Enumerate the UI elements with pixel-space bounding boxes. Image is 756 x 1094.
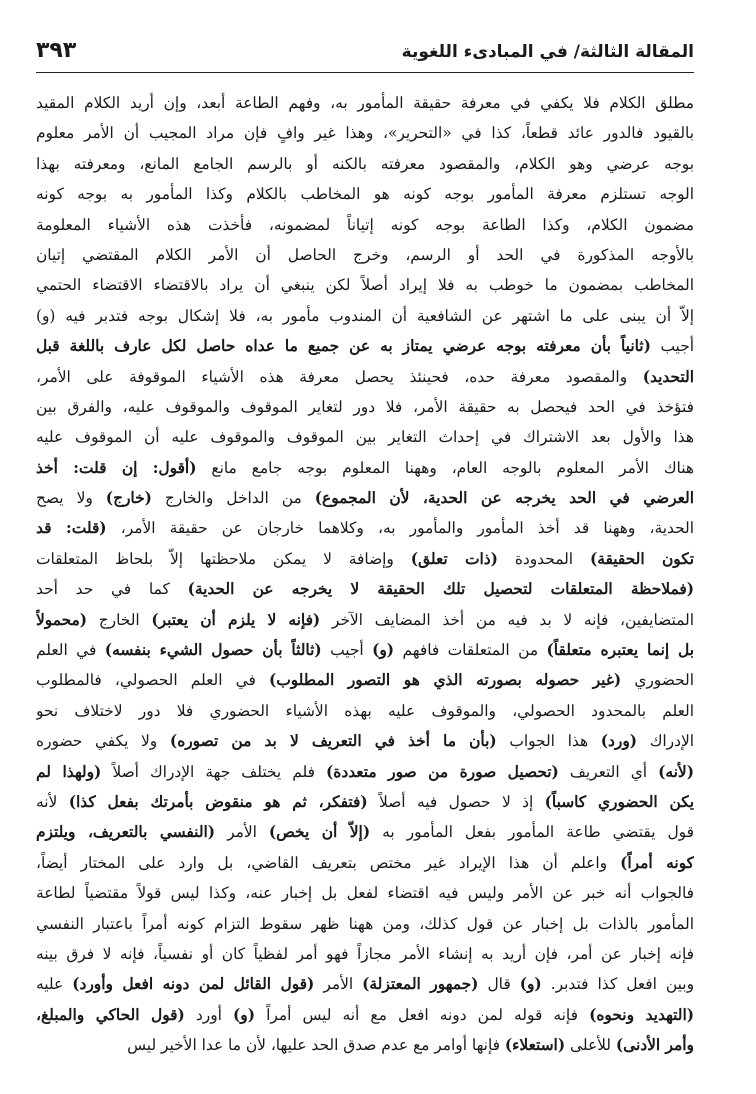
text-line <box>36 605 694 635</box>
running-head-title: المقالة الثالثة/ في المبادىء اللغوية <box>401 42 694 62</box>
text-run: الأمر <box>215 823 269 842</box>
text-line <box>36 179 694 209</box>
text-run: في العلم <box>36 641 105 660</box>
text-line <box>36 422 694 452</box>
text-line <box>36 301 694 331</box>
text-run: فإنها أوامر مع عدم صدق الحد عليها، لأن ما عدا الأخير ليس <box>127 1036 505 1055</box>
body-text <box>36 88 694 1061</box>
bold-text-run: (خارج) <box>105 489 152 508</box>
text-line <box>36 969 694 999</box>
text-run: عليه <box>36 975 73 994</box>
bold-text-run: (تحصيل صورة من صور متعددة) <box>326 762 559 781</box>
text-run: فإنه قوله لمن دونه افعل مع أنه ليس أمراً <box>255 1005 590 1024</box>
page-number: ٣٩٣ <box>36 38 77 63</box>
text-run: مضمون الكلام، وكذا الطاعة بوجه كونه إتياناً لمضمونه، فأخذت هذه الأشياء المعلومة <box>36 215 694 234</box>
text-line <box>36 939 694 969</box>
text-run: فإنه إخبار عن أمر، فإن أريد به إنشاء الأمر مجازاً فهو أمر لفظياً كان أو نفسياً، فإنه لا فرق بينه <box>36 944 694 963</box>
text-run: الأمر <box>314 975 363 994</box>
text-run: العلم بالمحدود الحصولي، والموقوف عليه بهذه الأشياء الحضوري فلا دور لاختلاف نحو <box>36 701 694 720</box>
text-line <box>36 878 694 908</box>
text-run: قال <box>478 975 520 994</box>
text-run: إذ لا حصول فيه أصلاً <box>367 792 545 811</box>
bold-text-run: (قول الحاكي والمبلغ، <box>36 1005 185 1024</box>
bold-text-run: (لأنه) <box>658 762 694 781</box>
text-run: فتؤخذ في الحد فيحصل به حقيقة الأمر، فلا دور لتغاير الموقوف والموقوف عليه، والفرق بين <box>36 397 694 416</box>
bold-text-run: (محمولاً <box>36 610 88 629</box>
bold-text-run: (و) <box>233 1005 256 1024</box>
text-line <box>36 665 694 695</box>
text-run: بالأوجه المذكورة في الحد أو الرسم، وخرج الحاصل أن الأمر الكلام المقتضي إتيان <box>36 245 694 264</box>
text-run: أجيب <box>321 641 373 660</box>
text-line <box>36 270 694 300</box>
bold-text-run: (فإنه لا يلزم أن يعتبر) <box>151 610 321 629</box>
text-run: المتضايفين، فإنه لا بد فيه من أخذ المضايف الآخر <box>320 610 694 629</box>
text-line <box>36 574 694 604</box>
bold-text-run: تكون الحقيقة) <box>589 549 694 568</box>
text-line <box>36 210 694 240</box>
bold-text-run: (أقول: إن قلت: أخذ <box>36 458 197 477</box>
text-line <box>36 118 694 148</box>
text-line <box>36 909 694 939</box>
bold-text-run: (ثالثاً بأن حصول الشيء بنفسه) <box>104 641 322 660</box>
text-run: قول يقتضي طاعة المأمور بفعل المأمور به <box>370 823 694 842</box>
text-line <box>36 392 694 422</box>
bold-text-run: (ورد) <box>600 732 638 751</box>
text-run: بالقيود فالدور عائد قطعاً، كذا في «التحرير»، وهذا غير وافٍ فإن مراد المجيب أن الأمر معلوم <box>36 124 694 143</box>
text-run: وإضافة لا يمكن ملاحظتها إلاّ بلحاظ المتعلقات <box>36 549 411 568</box>
bold-text-run: وأمر الأدنى) <box>615 1036 694 1055</box>
text-run: الحدية، وههنا قد أخذ المأمور والمأمور به، وكلاهما خارجان عن حقيقة الأمر، <box>106 519 694 538</box>
bold-text-run: (التهديد ونحوه) <box>589 1005 694 1024</box>
bold-text-run: (استعلاء) <box>504 1036 566 1055</box>
bold-text-run: يكن الحضوري كاسباً) <box>544 792 694 811</box>
text-run: أجيب <box>650 337 694 356</box>
bold-text-run: (و) <box>372 641 395 660</box>
bold-text-run: (جمهور المعتزلة) <box>362 975 479 994</box>
text-run: إلاّ أن يبنى على ما اشتهر عن الشافعية أن المندوب مأمور به، فلا إشكال بوجه فتدبر فيه (و) <box>36 306 694 325</box>
bold-text-run: العرضي في الحد يخرجه عن الحدية، لأن المجموع) <box>314 489 694 508</box>
text-run: بوجه عرضي وهو الكلام، والمقصود معرفته بالكنه أو بالرسم الجامع المانع، ومعرفته بهذا <box>36 154 694 173</box>
bold-text-run: بل إنما يعتبره متعلقاً) <box>546 641 694 660</box>
text-run: المحدودة <box>497 549 590 568</box>
text-line <box>36 149 694 179</box>
text-run: لأنه <box>36 792 69 811</box>
text-run: فالجواب أنه خبر عن الأمر وليس فيه اقتضاء لفعل بل إخبار عنه، وكذا ليس قولاً مقتضياً لطاعة <box>36 884 694 903</box>
text-run: المخاطب بمضمون ما خوطب به فلا إيراد أصلاً لكن ينبغي أن يراد بالاقتضاء الاقتضاء الحتمي <box>36 276 694 295</box>
bold-text-run: (ذات تعلق) <box>410 549 498 568</box>
text-line <box>36 726 694 756</box>
text-run: هناك الأمر المعلوم بالوجه العام، وههنا المعلوم بوجه جامع مانع <box>196 458 694 477</box>
text-run: أورد <box>184 1005 234 1024</box>
bold-text-run: (و) <box>519 975 542 994</box>
text-run: والمقصود معرفة حده، فحينئذ يحصل معرفة هذه الأشياء الموقوفة على الأمر، <box>36 367 643 386</box>
text-run: في العلم الحصولي، فالمطلوب <box>36 671 269 690</box>
text-run: من المتعلقات فافهم <box>394 641 547 660</box>
text-line <box>36 544 694 574</box>
text-line <box>36 787 694 817</box>
text-line <box>36 817 694 847</box>
text-line <box>36 362 694 392</box>
text-run: من الداخل والخارج <box>151 489 315 508</box>
text-line <box>36 635 694 665</box>
text-run: مطلق الكلام فلا يكفي في معرفة حقيقة المأمور به، وفهم الطاعة أبعد، وإن أريد الكلام المقيد <box>36 94 694 112</box>
text-run: واعلم أن هذا الإيراد غير مختص بتعريف القاضي، بل وارد على المختار أيضاً، <box>36 853 621 872</box>
text-line <box>36 757 694 787</box>
bold-text-run: (فملاحظة المتعلقات لتحصيل تلك الحقيقة لا يخرجه عن الحدية) <box>187 580 694 599</box>
text-run: الإدراك <box>637 732 694 751</box>
bold-text-run: (ولهذا لم <box>36 762 102 781</box>
text-line <box>36 1030 694 1060</box>
bold-text-run: كونه أمراً) <box>620 853 694 872</box>
header-rule <box>36 72 694 73</box>
text-line <box>36 88 694 118</box>
text-run: كما في حد أحد <box>36 580 188 599</box>
text-line <box>36 848 694 878</box>
text-line <box>36 483 694 513</box>
text-run: هذا والأول بعد الاشتراك في إحداث التغاير بين الموقوف والموقوف عليه أن الموقوف عليه <box>36 428 694 447</box>
bold-text-run: (النفسي بالتعريف، ويلتزم <box>36 823 216 842</box>
bold-text-run: (قول القائل لمن دونه افعل وأورد) <box>72 975 315 994</box>
text-run: للأعلى <box>565 1036 616 1055</box>
text-run: ولا يكفي حضوره <box>36 732 170 751</box>
text-line <box>36 453 694 483</box>
bold-text-run: التحديد) <box>642 367 694 386</box>
text-run: الحضوري <box>621 671 694 690</box>
bold-text-run: (فتفكر، ثم هو منقوض بأمرتك بفعل كذا) <box>68 792 368 811</box>
text-line <box>36 240 694 270</box>
text-line <box>36 331 694 361</box>
text-line <box>36 696 694 726</box>
bold-text-run: (ثانياً بأن معرفته بوجه عرضي يمتاز به عن جميع ما عداه حاصل لكل عارف باللغة قبل <box>36 337 651 356</box>
text-run: الوجه تستلزم معرفة المأمور بوجه كونه هو المخاطب بالكلام وكذا المأمور به بوجه كونه <box>36 185 694 204</box>
text-run: الخارج <box>87 610 152 629</box>
text-run: وبين افعل كذا فتدبر. <box>541 975 694 994</box>
text-line <box>36 513 694 543</box>
text-run: هذا الجواب <box>496 732 601 751</box>
bold-text-run: (غير حصوله بصورته الذي هو التصور المطلوب) <box>268 671 622 690</box>
bold-text-run: (بأن ما أخذ في التعريف لا بد من تصوره) <box>169 732 497 751</box>
text-run: ولا يصح <box>36 489 106 508</box>
bold-text-run: (إلاّ أن يخص) <box>268 823 371 842</box>
text-line <box>36 1000 694 1030</box>
bold-text-run: (قلت: قد <box>36 519 107 538</box>
text-run: أي التعريف <box>558 762 659 781</box>
text-run: المأمور بالذات بل إخبار عن قول كذلك، ومن ههنا ظهر سقوط التزام كونه أمراً باعتبار النفسي <box>36 914 694 933</box>
text-run: فلم يختلف جهة الإدراك أصلاً <box>101 762 327 781</box>
